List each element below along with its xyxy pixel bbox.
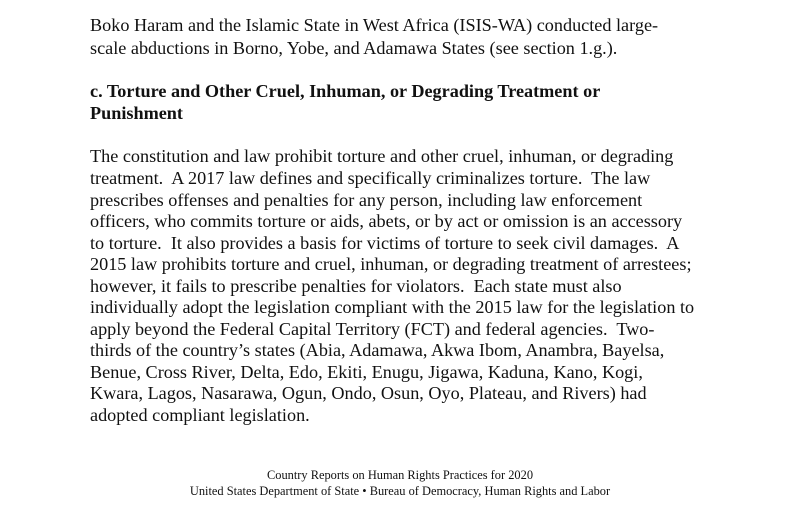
heading-line: c. Torture and Other Cruel, Inhuman, or Degrading Treatment or — [90, 81, 601, 101]
intro-line: scale abductions in Borno, Yobe, and Adamawa States (see section 1.g.). — [90, 38, 618, 58]
body-line: however, it fails to prescribe penalties for violators. Each state must also — [90, 276, 622, 296]
body-line: individually adopt the legislation compliant with the 2015 law for the legislation to — [90, 297, 695, 317]
heading-line: Punishment — [90, 103, 183, 123]
body-line: The constitution and law prohibit torture and other cruel, inhuman, or degrading — [90, 146, 674, 166]
body-line: to torture. It also provides a basis for victims of torture to seek civil damages. A — [90, 233, 680, 253]
body-line: thirds of the country’s states (Abia, Adamawa, Akwa Ibom, Anambra, Bayelsa, — [90, 340, 665, 360]
body-line: Benue, Cross River, Delta, Edo, Ekiti, Enugu, Jigawa, Kaduna, Kano, Kogi, — [90, 362, 643, 382]
footer-department: United States Department of State • Bureau of Democracy, Human Rights and Labor — [189, 484, 611, 498]
body-line: prescribes offenses and penalties for any person, including law enforcement — [90, 190, 643, 210]
footer-report-title: Country Reports on Human Rights Practices for 2020 — [266, 468, 534, 482]
body-line: adopted compliant legislation. — [90, 405, 310, 425]
body-line: Kwara, Lagos, Nasarawa, Ogun, Ondo, Osun, Oyo, Plateau, and Rivers) had — [90, 383, 647, 403]
body-line: officers, who commits torture or aids, abets, or by act or omission is an accessory — [90, 211, 683, 231]
body-line: apply beyond the Federal Capital Territory (FCT) and federal agencies. Two- — [90, 319, 655, 339]
body-line: treatment. A 2017 law defines and specifically criminalizes torture. The law — [90, 168, 651, 188]
intro-line: Boko Haram and the Islamic State in West Africa (ISIS-WA) conducted large- — [90, 15, 659, 35]
body-line: 2015 law prohibits torture and cruel, inhuman, or degrading treatment of arrestees; — [90, 254, 692, 274]
